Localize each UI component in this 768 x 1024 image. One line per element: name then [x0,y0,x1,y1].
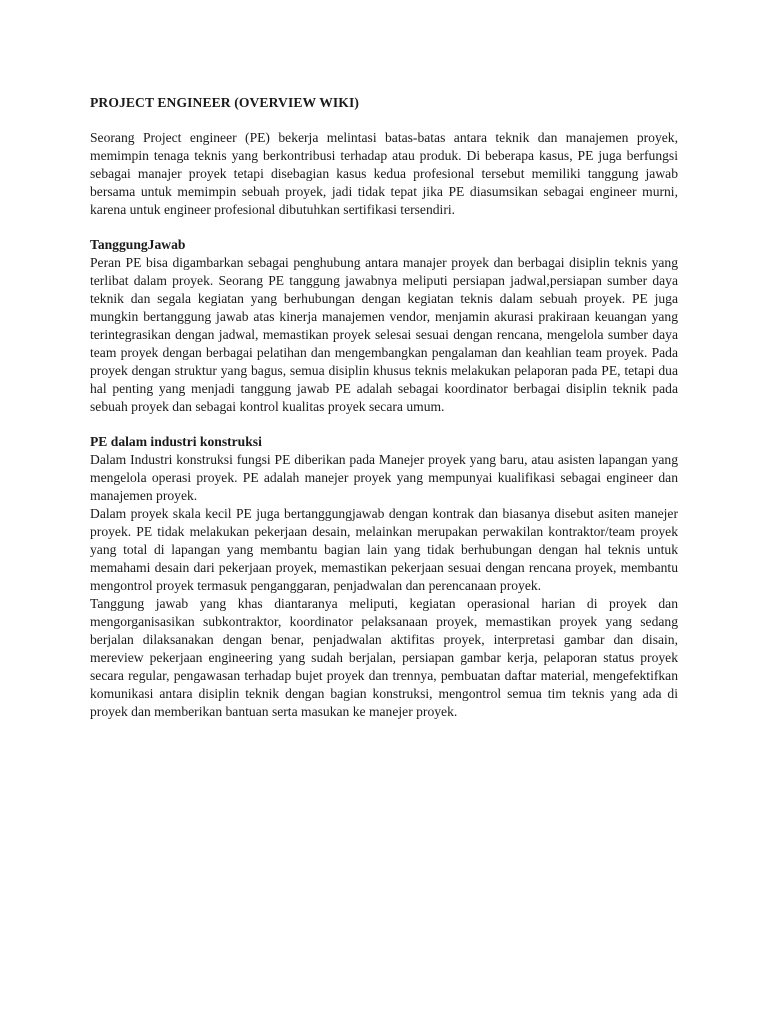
konstruksi-paragraph-1: Dalam Industri konstruksi fungsi PE diberikan pada Manejer proyek yang baru, atau asisten lapangan yang mengelola operasi proyek. PE adalah manejer proyek yang mempunyai kualifikasi sebagai engineer dan manajemen proyek. [90,452,678,503]
intro-paragraph: Seorang Project engineer (PE) bekerja melintasi batas-batas antara teknik dan manajemen proyek, memimpin tenaga teknis yang berkontribusi terhadap atau produk. Di beberapa kasus, PE juga berfungsi sebagai manajer proyek tetapi disebagian kasus kedua profesional tersebut memiliki tanggung jawab bersama untuk memimpin sebuah proyek, jadi tidak tepat jika PE diasumsikan sebagai engineer murni, karena untuk engineer profesional dibutuhkan sertifikasi tersendiri. [90,130,678,217]
document-title: PROJECT ENGINEER (OVERVIEW WIKI) [90,95,359,110]
section-heading-tanggung-jawab: TanggungJawab [90,237,186,252]
konstruksi-paragraph-2: Dalam proyek skala kecil PE juga bertanggungjawab dengan kontrak dan biasanya disebut asiten manejer proyek. PE tidak melakukan pekerjaan desain, melainkan merupakan perwakilan kontraktor/team proyek yang total di lapangan yang membantu bagian lain yang tidak berhubungan dengan hal teknis untuk memahami desain dari pekerjaan proyek, memastikan pekerjaan sesuai dengan rencana proyek, membantu mengontrol proyek termasuk penganggaran, penjadwalan dan perencanaan proyek. [90,506,678,593]
section-heading-konstruksi: PE dalam industri konstruksi [90,434,262,449]
tanggung-jawab-paragraph: Peran PE bisa digambarkan sebagai penghubung antara manajer proyek dan berbagai disiplin teknis yang terlibat dalam proyek. Seorang PE tanggung jawabnya meliputi persiapan jadwal,persiapan sumber daya teknik dan segala kegiatan yang berhubungan dengan kegiatan teknis dalam sebuah proyek. PE juga mungkin bertanggung jawab atas kinerja manajemen vendor, menjamin akurasi prakiraan keuangan yang terintegrasikan dengan jadwal, memastikan proyek selesai sesuai dengan rencana, mengelola sumber daya team proyek dengan berbagai pelatihan dan mengembangkan pengalaman dan keahlian team proyek. Pada proyek dengan struktur yang bagus, semua disiplin khusus teknis melakukan pelaporan pada PE, tetapi dua hal penting yang menjadi tanggung jawab PE adalah sebagai koordinator berbagai disiplin teknik pada sebuah proyek dan sebagai kontrol kualitas proyek secara umum. [90,255,678,414]
document-body [90,94,678,721]
konstruksi-paragraph-3: Tanggung jawab yang khas diantaranya meliputi, kegiatan operasional harian di proyek dan mengorganisasikan subkontraktor, koordinator pelaksanaan proyek, memastikan proyek yang sedang berjalan dilaksanakan dengan benar, penjadwalan aktifitas proyek, interpretasi gambar dan disain, mereview pekerjaan engineering yang sudah berjalan, persiapan gambar kerja, pelaporan status proyek secara regular, pengawasan terhadap bujet proyek dan trennya, pembuatan daftar material, mengefektifkan komunikasi antara disiplin teknik dengan bagian konstruksi, mengontrol semua tim teknis yang ada di proyek dan memberikan bantuan serta masukan ke manejer proyek. [90,596,678,719]
